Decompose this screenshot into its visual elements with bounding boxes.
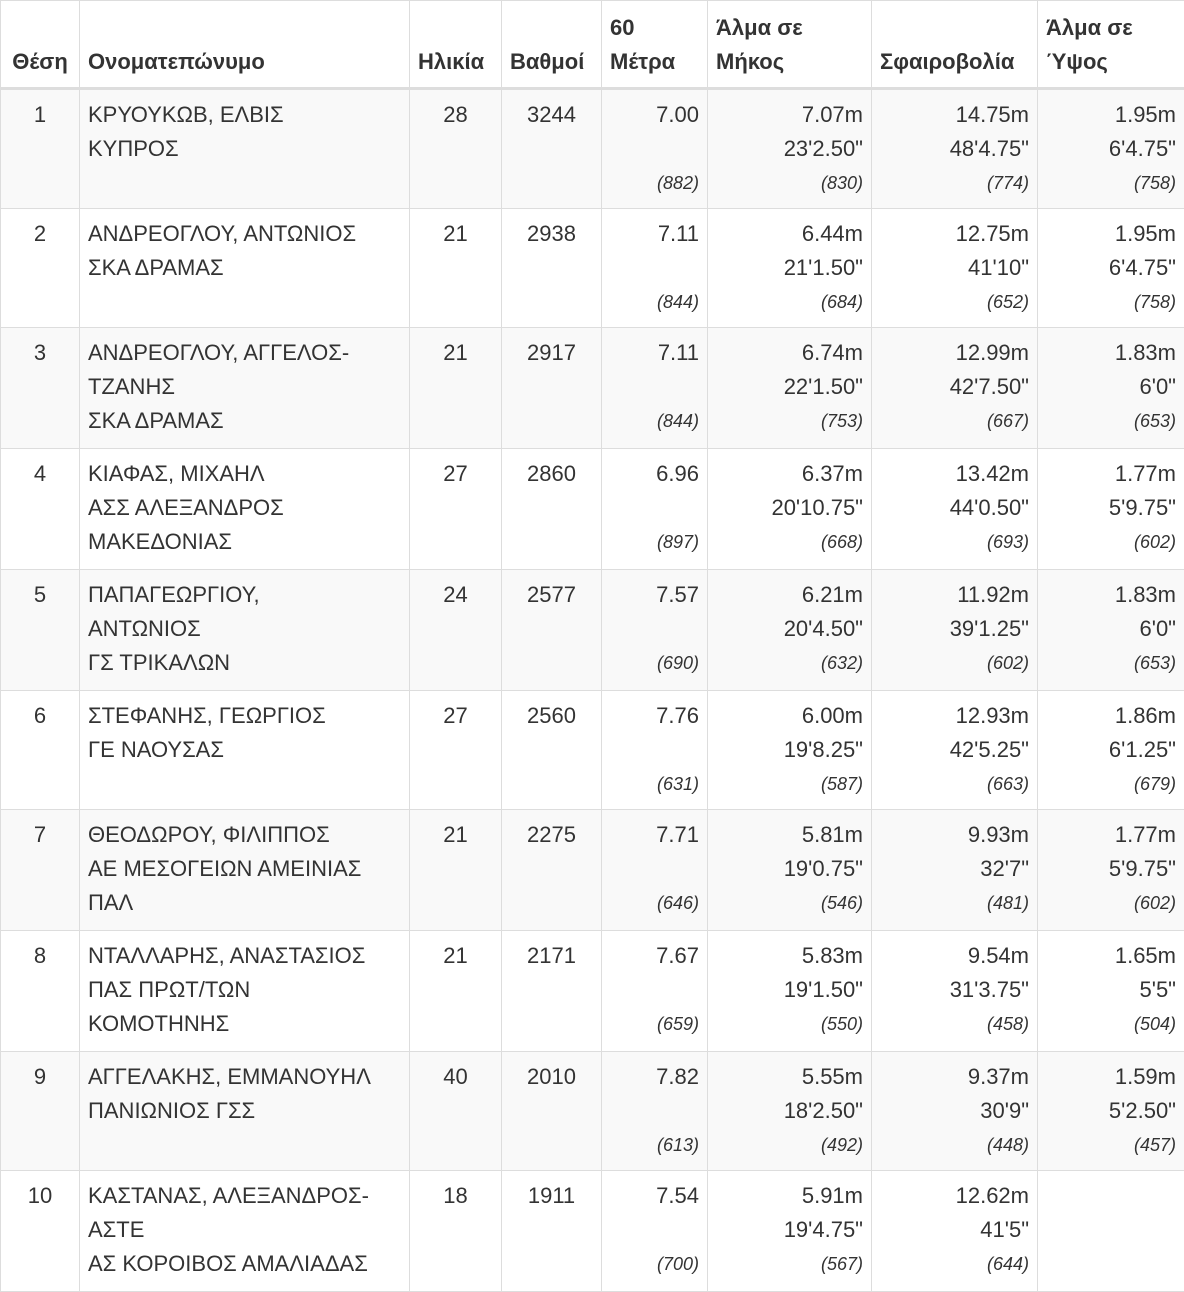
athlete-name-line: ΤΖΑΝΗΣ bbox=[88, 370, 401, 404]
athlete-name-line: ΣΚΑ ΔΡΑΜΑΣ bbox=[88, 251, 401, 285]
sp-imperial: 41'5" bbox=[880, 1213, 1029, 1247]
lj-imperial: 18'2.50" bbox=[716, 1094, 863, 1128]
long-jump-cell bbox=[708, 570, 872, 691]
m60-points: (659) bbox=[610, 1007, 699, 1041]
points-cell: 2577 bbox=[502, 570, 602, 691]
rank-cell: 7 bbox=[1, 810, 80, 931]
athlete-cell bbox=[80, 691, 410, 810]
sp-points: (458) bbox=[880, 1007, 1029, 1041]
table-row bbox=[1, 931, 1184, 1052]
age-cell: 18 bbox=[410, 1171, 502, 1292]
sp-points: (652) bbox=[880, 285, 1029, 319]
lj-points: (492) bbox=[716, 1128, 863, 1162]
lj-imperial: 20'10.75" bbox=[716, 491, 863, 525]
hj-imperial: 6'4.75" bbox=[1046, 251, 1176, 285]
athlete-name-line: ΘΕΟΔΩΡΟΥ, ΦΙΛΙΠΠΟΣ bbox=[88, 818, 401, 852]
hj-points: (758) bbox=[1046, 166, 1176, 200]
m60-metric: 7.11 bbox=[610, 336, 699, 370]
hj-points: (653) bbox=[1046, 404, 1176, 438]
athlete-name-line: ΚΟΜΟΤΗΝΗΣ bbox=[88, 1007, 401, 1041]
hj-points: (758) bbox=[1046, 285, 1176, 319]
sp-metric: 14.75m bbox=[880, 98, 1029, 132]
m60-metric: 6.96 bbox=[610, 457, 699, 491]
points-cell: 2917 bbox=[502, 328, 602, 449]
high-jump-cell bbox=[1038, 691, 1184, 810]
header-long-jump[interactable]: Άλμα σε Μήκος bbox=[708, 1, 872, 89]
athlete-cell bbox=[80, 931, 410, 1052]
m60-cell bbox=[602, 691, 708, 810]
hj-metric: 1.77m bbox=[1046, 818, 1176, 852]
long-jump-cell bbox=[708, 89, 872, 209]
results-body bbox=[1, 89, 1184, 1292]
athlete-name-line: ΠΑΛ bbox=[88, 886, 401, 920]
athlete-name-line: ΑΣΤΕ bbox=[88, 1213, 401, 1247]
m60-points: (700) bbox=[610, 1247, 699, 1281]
sp-imperial: 42'5.25" bbox=[880, 733, 1029, 767]
header-high-jump[interactable]: Άλμα σε Ύψος bbox=[1038, 1, 1184, 89]
lj-metric: 7.07m bbox=[716, 98, 863, 132]
sp-metric: 9.54m bbox=[880, 939, 1029, 973]
athlete-name-line: ΑΝΤΩΝΙΟΣ bbox=[88, 612, 401, 646]
sp-metric: 12.99m bbox=[880, 336, 1029, 370]
high-jump-cell bbox=[1038, 328, 1184, 449]
sp-imperial: 44'0.50" bbox=[880, 491, 1029, 525]
table-row bbox=[1, 449, 1184, 570]
m60-cell bbox=[602, 328, 708, 449]
sp-metric: 12.93m bbox=[880, 699, 1029, 733]
hj-imperial: 6'1.25" bbox=[1046, 733, 1176, 767]
athlete-name-line: ΚΡΥΟΥΚΩΒ, ΕΛΒΙΣ bbox=[88, 98, 401, 132]
lj-imperial: 19'1.50" bbox=[716, 973, 863, 1007]
table-row bbox=[1, 328, 1184, 449]
athlete-cell bbox=[80, 89, 410, 209]
m60-cell bbox=[602, 1171, 708, 1292]
athlete-name-line: ΚΑΣΤΑΝΑΣ, ΑΛΕΞΑΝΔΡΟΣ- bbox=[88, 1179, 401, 1213]
lj-metric: 6.21m bbox=[716, 578, 863, 612]
athlete-cell bbox=[80, 209, 410, 328]
sp-points: (448) bbox=[880, 1128, 1029, 1162]
lj-metric: 5.55m bbox=[716, 1060, 863, 1094]
hj-points: (602) bbox=[1046, 886, 1176, 920]
rank-cell: 2 bbox=[1, 209, 80, 328]
table-row bbox=[1, 209, 1184, 328]
lj-imperial: 19'0.75" bbox=[716, 852, 863, 886]
m60-metric: 7.00 bbox=[610, 98, 699, 132]
sp-imperial: 42'7.50" bbox=[880, 370, 1029, 404]
lj-points: (567) bbox=[716, 1247, 863, 1281]
athlete-name-line: ΚΥΠΡΟΣ bbox=[88, 132, 401, 166]
points-cell: 2171 bbox=[502, 931, 602, 1052]
sp-imperial: 48'4.75" bbox=[880, 132, 1029, 166]
table-row bbox=[1, 1052, 1184, 1171]
athlete-name-line: ΠΑΣ ΠΡΩΤ/ΤΩΝ bbox=[88, 973, 401, 1007]
m60-metric: 7.82 bbox=[610, 1060, 699, 1094]
points-cell: 2275 bbox=[502, 810, 602, 931]
hj-points: (504) bbox=[1046, 1007, 1176, 1041]
m60-points: (844) bbox=[610, 285, 699, 319]
m60-cell bbox=[602, 931, 708, 1052]
m60-metric: 7.54 bbox=[610, 1179, 699, 1213]
shot-put-cell bbox=[872, 810, 1038, 931]
athlete-cell bbox=[80, 570, 410, 691]
athlete-name-line: ΣΚΑ ΔΡΑΜΑΣ bbox=[88, 404, 401, 438]
header-name[interactable]: Ονοματεπώνυμο bbox=[80, 1, 410, 89]
high-jump-cell bbox=[1038, 1171, 1184, 1292]
athlete-cell bbox=[80, 328, 410, 449]
age-cell: 21 bbox=[410, 328, 502, 449]
age-cell: 27 bbox=[410, 691, 502, 810]
points-cell: 2010 bbox=[502, 1052, 602, 1171]
age-cell: 40 bbox=[410, 1052, 502, 1171]
hj-metric: 1.95m bbox=[1046, 217, 1176, 251]
hj-imperial: 5'2.50" bbox=[1046, 1094, 1176, 1128]
athlete-name-line: ΝΤΑΛΛΑΡΗΣ, ΑΝΑΣΤΑΣΙΟΣ bbox=[88, 939, 401, 973]
lj-imperial: 21'1.50" bbox=[716, 251, 863, 285]
header-row bbox=[1, 1, 1184, 89]
m60-cell bbox=[602, 570, 708, 691]
shot-put-cell bbox=[872, 209, 1038, 328]
sp-imperial: 39'1.25" bbox=[880, 612, 1029, 646]
high-jump-cell bbox=[1038, 89, 1184, 209]
hj-metric: 1.59m bbox=[1046, 1060, 1176, 1094]
header-shot-put[interactable]: Σφαιροβολία bbox=[872, 1, 1038, 89]
lj-metric: 5.83m bbox=[716, 939, 863, 973]
hj-points: (679) bbox=[1046, 767, 1176, 801]
long-jump-cell bbox=[708, 209, 872, 328]
shot-put-cell bbox=[872, 328, 1038, 449]
athlete-cell bbox=[80, 449, 410, 570]
rank-cell: 10 bbox=[1, 1171, 80, 1292]
m60-metric: 7.11 bbox=[610, 217, 699, 251]
m60-metric: 7.71 bbox=[610, 818, 699, 852]
lj-points: (550) bbox=[716, 1007, 863, 1041]
athlete-cell bbox=[80, 1171, 410, 1292]
sp-imperial: 41'10" bbox=[880, 251, 1029, 285]
hj-imperial: 6'4.75" bbox=[1046, 132, 1176, 166]
table-row bbox=[1, 570, 1184, 691]
lj-points: (668) bbox=[716, 525, 863, 559]
hj-imperial: 5'9.75" bbox=[1046, 491, 1176, 525]
lj-metric: 6.44m bbox=[716, 217, 863, 251]
lj-imperial: 19'4.75" bbox=[716, 1213, 863, 1247]
hj-metric: 1.83m bbox=[1046, 578, 1176, 612]
hj-imperial: 5'5" bbox=[1046, 973, 1176, 1007]
m60-points: (690) bbox=[610, 646, 699, 680]
m60-points: (631) bbox=[610, 767, 699, 801]
lj-imperial: 19'8.25" bbox=[716, 733, 863, 767]
high-jump-cell bbox=[1038, 931, 1184, 1052]
m60-points: (646) bbox=[610, 886, 699, 920]
points-cell: 1911 bbox=[502, 1171, 602, 1292]
sp-points: (481) bbox=[880, 886, 1029, 920]
points-cell: 3244 bbox=[502, 89, 602, 209]
header-points[interactable]: Βαθμοί bbox=[502, 1, 602, 89]
long-jump-cell bbox=[708, 449, 872, 570]
athlete-cell bbox=[80, 810, 410, 931]
m60-points: (882) bbox=[610, 166, 699, 200]
points-cell: 2860 bbox=[502, 449, 602, 570]
long-jump-cell bbox=[708, 691, 872, 810]
sp-points: (602) bbox=[880, 646, 1029, 680]
sp-metric: 12.75m bbox=[880, 217, 1029, 251]
lj-points: (632) bbox=[716, 646, 863, 680]
rank-cell: 3 bbox=[1, 328, 80, 449]
m60-cell bbox=[602, 810, 708, 931]
age-cell: 21 bbox=[410, 931, 502, 1052]
athlete-name-line: ΑΕ ΜΕΣΟΓΕΙΩΝ ΑΜΕΙΝΙΑΣ bbox=[88, 852, 401, 886]
athlete-name-line: ΑΝΔΡΕΟΓΛΟΥ, ΑΝΤΩΝΙΟΣ bbox=[88, 217, 401, 251]
table-row bbox=[1, 1171, 1184, 1292]
points-cell: 2938 bbox=[502, 209, 602, 328]
high-jump-cell bbox=[1038, 810, 1184, 931]
long-jump-cell bbox=[708, 931, 872, 1052]
high-jump-cell bbox=[1038, 449, 1184, 570]
high-jump-cell bbox=[1038, 570, 1184, 691]
sp-metric: 13.42m bbox=[880, 457, 1029, 491]
rank-cell: 4 bbox=[1, 449, 80, 570]
age-cell: 24 bbox=[410, 570, 502, 691]
lj-points: (830) bbox=[716, 166, 863, 200]
lj-points: (587) bbox=[716, 767, 863, 801]
lj-imperial: 22'1.50" bbox=[716, 370, 863, 404]
rank-cell: 1 bbox=[1, 89, 80, 209]
sp-imperial: 30'9" bbox=[880, 1094, 1029, 1128]
age-cell: 27 bbox=[410, 449, 502, 570]
athlete-name-line: ΑΝΔΡΕΟΓΛΟΥ, ΑΓΓΕΛΟΣ- bbox=[88, 336, 401, 370]
header-60m[interactable]: 60 Μέτρα bbox=[602, 1, 708, 89]
m60-points: (897) bbox=[610, 525, 699, 559]
sp-points: (644) bbox=[880, 1247, 1029, 1281]
m60-cell bbox=[602, 1052, 708, 1171]
lj-imperial: 23'2.50" bbox=[716, 132, 863, 166]
shot-put-cell bbox=[872, 1052, 1038, 1171]
age-cell: 28 bbox=[410, 89, 502, 209]
hj-metric: 1.95m bbox=[1046, 98, 1176, 132]
athlete-name-line: ΚΙΑΦΑΣ, ΜΙΧΑΗΛ bbox=[88, 457, 401, 491]
athlete-name-line: ΠΑΝΙΩΝΙΟΣ ΓΣΣ bbox=[88, 1094, 401, 1128]
lj-metric: 5.91m bbox=[716, 1179, 863, 1213]
hj-points: (653) bbox=[1046, 646, 1176, 680]
hj-imperial: 5'9.75" bbox=[1046, 852, 1176, 886]
hj-metric: 1.83m bbox=[1046, 336, 1176, 370]
m60-cell bbox=[602, 209, 708, 328]
long-jump-cell bbox=[708, 1171, 872, 1292]
hj-imperial: 6'0" bbox=[1046, 370, 1176, 404]
rank-cell: 6 bbox=[1, 691, 80, 810]
sp-metric: 12.62m bbox=[880, 1179, 1029, 1213]
m60-metric: 7.57 bbox=[610, 578, 699, 612]
points-cell: 2560 bbox=[502, 691, 602, 810]
athlete-cell bbox=[80, 1052, 410, 1171]
hj-metric: 1.86m bbox=[1046, 699, 1176, 733]
hj-points: (457) bbox=[1046, 1128, 1176, 1162]
long-jump-cell bbox=[708, 810, 872, 931]
athlete-name-line: ΑΣ ΚΟΡΟΙΒΟΣ ΑΜΑΛΙΑΔΑΣ bbox=[88, 1247, 401, 1281]
sp-metric: 9.93m bbox=[880, 818, 1029, 852]
header-rank[interactable]: Θέση bbox=[1, 1, 80, 89]
sp-points: (667) bbox=[880, 404, 1029, 438]
table-row bbox=[1, 810, 1184, 931]
sp-imperial: 31'3.75" bbox=[880, 973, 1029, 1007]
athlete-name-line: ΜΑΚΕΔΟΝΙΑΣ bbox=[88, 525, 401, 559]
long-jump-cell bbox=[708, 328, 872, 449]
athlete-name-line: ΣΤΕΦΑΝΗΣ, ΓΕΩΡΓΙΟΣ bbox=[88, 699, 401, 733]
lj-metric: 6.00m bbox=[716, 699, 863, 733]
age-cell: 21 bbox=[410, 209, 502, 328]
high-jump-cell bbox=[1038, 209, 1184, 328]
hj-imperial: 6'0" bbox=[1046, 612, 1176, 646]
athlete-name-line: ΓΕ ΝΑΟΥΣΑΣ bbox=[88, 733, 401, 767]
m60-cell bbox=[602, 449, 708, 570]
lj-points: (546) bbox=[716, 886, 863, 920]
table-row bbox=[1, 89, 1184, 209]
lj-points: (684) bbox=[716, 285, 863, 319]
athlete-name-line: ΑΣΣ ΑΛΕΞΑΝΔΡΟΣ bbox=[88, 491, 401, 525]
lj-metric: 5.81m bbox=[716, 818, 863, 852]
shot-put-cell bbox=[872, 931, 1038, 1052]
shot-put-cell bbox=[872, 1171, 1038, 1292]
sp-points: (774) bbox=[880, 166, 1029, 200]
lj-metric: 6.74m bbox=[716, 336, 863, 370]
rank-cell: 9 bbox=[1, 1052, 80, 1171]
shot-put-cell bbox=[872, 691, 1038, 810]
shot-put-cell bbox=[872, 449, 1038, 570]
athlete-name-line: ΓΣ ΤΡΙΚΑΛΩΝ bbox=[88, 646, 401, 680]
header-age[interactable]: Ηλικία bbox=[410, 1, 502, 89]
lj-points: (753) bbox=[716, 404, 863, 438]
age-cell: 21 bbox=[410, 810, 502, 931]
athlete-name-line: ΑΓΓΕΛΑΚΗΣ, ΕΜΜΑΝΟΥΗΛ bbox=[88, 1060, 401, 1094]
rank-cell: 5 bbox=[1, 570, 80, 691]
m60-metric: 7.76 bbox=[610, 699, 699, 733]
m60-points: (844) bbox=[610, 404, 699, 438]
long-jump-cell bbox=[708, 1052, 872, 1171]
rank-cell: 8 bbox=[1, 931, 80, 1052]
hj-metric: 1.65m bbox=[1046, 939, 1176, 973]
shot-put-cell bbox=[872, 89, 1038, 209]
lj-metric: 6.37m bbox=[716, 457, 863, 491]
sp-points: (693) bbox=[880, 525, 1029, 559]
m60-metric: 7.67 bbox=[610, 939, 699, 973]
shot-put-cell bbox=[872, 570, 1038, 691]
lj-imperial: 20'4.50" bbox=[716, 612, 863, 646]
sp-points: (663) bbox=[880, 767, 1029, 801]
m60-points: (613) bbox=[610, 1128, 699, 1162]
sp-metric: 9.37m bbox=[880, 1060, 1029, 1094]
high-jump-cell bbox=[1038, 1052, 1184, 1171]
table-row bbox=[1, 691, 1184, 810]
athlete-name-line: ΠΑΠΑΓΕΩΡΓΙΟΥ, bbox=[88, 578, 401, 612]
m60-cell bbox=[602, 89, 708, 209]
sp-metric: 11.92m bbox=[880, 578, 1029, 612]
hj-metric: 1.77m bbox=[1046, 457, 1176, 491]
hj-points: (602) bbox=[1046, 525, 1176, 559]
sp-imperial: 32'7" bbox=[880, 852, 1029, 886]
